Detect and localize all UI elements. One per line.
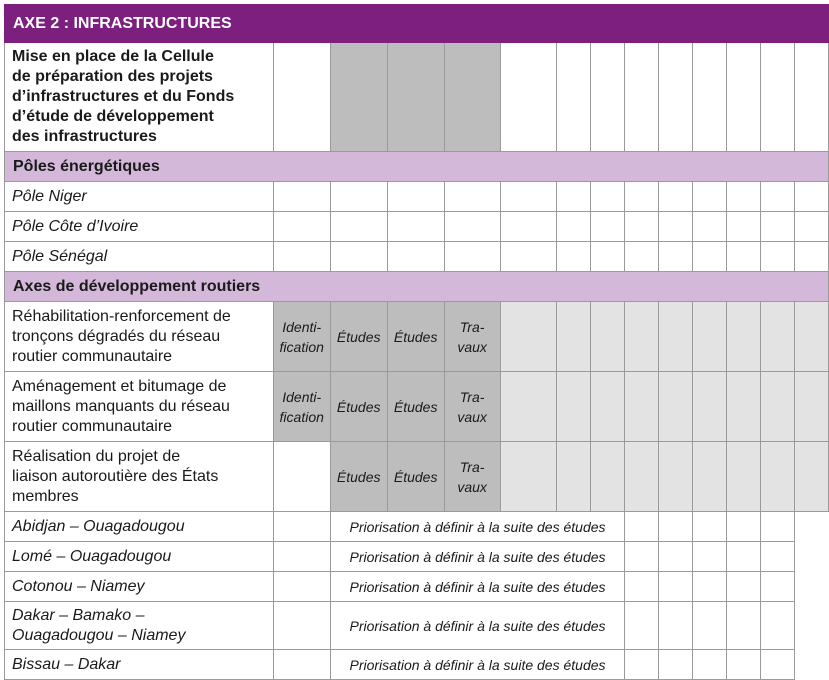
timeline-cell bbox=[557, 242, 591, 272]
timeline-cell bbox=[625, 512, 659, 542]
timeline-cell bbox=[693, 372, 727, 442]
timeline-cell bbox=[659, 602, 693, 650]
timeline-cell bbox=[693, 182, 727, 212]
timeline-cell bbox=[761, 650, 795, 680]
section-row-energy bbox=[5, 152, 829, 182]
timeline-cell bbox=[659, 442, 693, 512]
timeline-cell bbox=[625, 442, 659, 512]
row-label-text: Pôle Niger bbox=[12, 187, 87, 205]
timeline-cell bbox=[500, 182, 557, 212]
timeline-cell bbox=[273, 212, 330, 242]
timeline-cell bbox=[727, 650, 761, 680]
timeline-cell bbox=[659, 242, 693, 272]
row-label bbox=[5, 242, 274, 272]
timeline-cell bbox=[500, 242, 557, 272]
timeline-cell bbox=[659, 302, 693, 372]
timeline-cell bbox=[591, 182, 625, 212]
row-label bbox=[5, 602, 274, 650]
timeline-cell bbox=[557, 43, 591, 152]
row-label bbox=[5, 542, 274, 572]
timeline-cell bbox=[444, 212, 500, 242]
timeline-cell bbox=[273, 602, 330, 650]
priority-note: Priorisation à définir à la suite des études bbox=[330, 542, 625, 572]
timeline-cell bbox=[625, 212, 659, 242]
timeline-cell bbox=[444, 43, 500, 152]
timeline-cell bbox=[659, 650, 693, 680]
timeline-cell bbox=[727, 602, 761, 650]
timeline-cell bbox=[557, 442, 591, 512]
timeline-cell bbox=[693, 650, 727, 680]
timeline-cell bbox=[761, 302, 795, 372]
timeline-cell bbox=[625, 650, 659, 680]
timeline-cell bbox=[625, 572, 659, 602]
timeline-cell bbox=[500, 43, 557, 152]
timeline-cell bbox=[693, 212, 727, 242]
timeline-cell bbox=[761, 542, 795, 572]
row-label bbox=[5, 212, 274, 242]
timeline-cell bbox=[273, 512, 330, 542]
row-label-text: Abidjan – Ouagadougou bbox=[12, 517, 185, 535]
row-label-text: Pôle Sénégal bbox=[12, 247, 108, 265]
timeline-cell bbox=[625, 182, 659, 212]
phase-cell bbox=[387, 302, 444, 372]
phase-label: Tra- vaux bbox=[457, 318, 487, 355]
timeline-cell bbox=[500, 302, 557, 372]
phase-label: Études bbox=[393, 398, 438, 415]
phase-label: Tra- vaux bbox=[457, 388, 487, 425]
priority-note: Priorisation à définir à la suite des études bbox=[330, 512, 625, 542]
row-label bbox=[5, 302, 274, 372]
timeline-cell bbox=[273, 572, 330, 602]
corridor-row bbox=[5, 542, 829, 572]
phase-cell bbox=[330, 302, 387, 372]
row-label-text: Mise en place de la Cellule de préparation des projets d’infrastructures et du Fonds d’étude de développement des infrastructures bbox=[12, 48, 235, 145]
road-row bbox=[5, 302, 829, 372]
timeline-cell bbox=[500, 372, 557, 442]
timeline-cell bbox=[727, 572, 761, 602]
timeline-cell bbox=[591, 442, 625, 512]
timeline-cell bbox=[591, 302, 625, 372]
roadmap-table bbox=[4, 4, 829, 680]
phase-cell bbox=[330, 442, 387, 512]
row-label-text: Lomé – Ouagadougou bbox=[12, 547, 172, 565]
timeline-cell bbox=[330, 182, 387, 212]
phase-label: Identi- fication bbox=[279, 318, 324, 355]
row-label-text: Réhabilitation-renforcement de tronçons dégradés du réseau routier communautaire bbox=[12, 307, 231, 365]
row-label bbox=[5, 372, 274, 442]
timeline-cell bbox=[693, 43, 727, 152]
timeline-cell bbox=[273, 182, 330, 212]
timeline-cell bbox=[794, 212, 828, 242]
timeline-cell bbox=[794, 372, 828, 442]
timeline-cell bbox=[500, 442, 557, 512]
timeline-cell bbox=[557, 302, 591, 372]
timeline-cell bbox=[557, 182, 591, 212]
row-label-text: Cotonou – Niamey bbox=[12, 577, 145, 595]
timeline-cell bbox=[659, 372, 693, 442]
timeline-cell bbox=[761, 212, 795, 242]
phase-label: Identi- fication bbox=[279, 388, 324, 425]
timeline-cell bbox=[591, 43, 625, 152]
timeline-cell bbox=[591, 242, 625, 272]
timeline-cell bbox=[659, 43, 693, 152]
phase-cell bbox=[387, 372, 444, 442]
timeline-cell bbox=[693, 242, 727, 272]
intro-row bbox=[5, 43, 829, 152]
timeline-cell bbox=[761, 442, 795, 512]
timeline-cell bbox=[625, 43, 659, 152]
timeline-cell bbox=[273, 242, 330, 272]
timeline-cell bbox=[727, 542, 761, 572]
timeline-cell bbox=[273, 442, 330, 512]
timeline-cell bbox=[727, 242, 761, 272]
phase-cell bbox=[273, 302, 330, 372]
timeline-cell bbox=[794, 242, 828, 272]
corridor-row bbox=[5, 650, 829, 680]
timeline-cell bbox=[659, 512, 693, 542]
timeline-cell bbox=[761, 242, 795, 272]
phase-label: Études bbox=[393, 328, 438, 345]
timeline-cell bbox=[387, 242, 444, 272]
timeline-cell bbox=[659, 212, 693, 242]
row-label-text: Dakar – Bamako – Ouagadougou – Niamey bbox=[12, 606, 186, 644]
phase-cell bbox=[330, 372, 387, 442]
priority-note: Priorisation à définir à la suite des études bbox=[330, 572, 625, 602]
timeline-cell bbox=[273, 650, 330, 680]
corridor-row bbox=[5, 602, 829, 650]
timeline-cell bbox=[625, 542, 659, 572]
phase-cell bbox=[273, 372, 330, 442]
row-label bbox=[5, 512, 274, 542]
timeline-cell bbox=[330, 212, 387, 242]
timeline-cell bbox=[727, 442, 761, 512]
timeline-cell bbox=[794, 182, 828, 212]
timeline-cell bbox=[557, 372, 591, 442]
row-label-text: Bissau – Dakar bbox=[12, 655, 121, 673]
timeline-cell bbox=[444, 242, 500, 272]
timeline-cell bbox=[693, 542, 727, 572]
row-label bbox=[5, 572, 274, 602]
timeline-cell bbox=[273, 43, 330, 152]
timeline-cell bbox=[387, 43, 444, 152]
priority-note: Priorisation à définir à la suite des études bbox=[330, 602, 625, 650]
timeline-cell bbox=[444, 182, 500, 212]
row-label bbox=[5, 442, 274, 512]
energy-row bbox=[5, 242, 829, 272]
section-row-roads bbox=[5, 272, 829, 302]
row-label bbox=[5, 43, 274, 152]
road-row bbox=[5, 442, 829, 512]
timeline-cell bbox=[273, 542, 330, 572]
timeline-cell bbox=[693, 602, 727, 650]
timeline-cell bbox=[625, 302, 659, 372]
timeline-cell bbox=[693, 442, 727, 512]
timeline-cell bbox=[693, 572, 727, 602]
timeline-cell bbox=[727, 302, 761, 372]
timeline-cell bbox=[794, 43, 828, 152]
timeline-cell bbox=[330, 43, 387, 152]
priority-note: Priorisation à définir à la suite des études bbox=[330, 650, 625, 680]
timeline-cell bbox=[761, 182, 795, 212]
row-label bbox=[5, 182, 274, 212]
timeline-cell bbox=[761, 512, 795, 542]
timeline-cell bbox=[625, 242, 659, 272]
timeline-cell bbox=[761, 602, 795, 650]
timeline-cell bbox=[761, 572, 795, 602]
timeline-cell bbox=[330, 242, 387, 272]
axis-title: AXE 2 : INFRASTRUCTURES bbox=[5, 5, 829, 43]
phase-cell bbox=[444, 442, 500, 512]
timeline-cell bbox=[387, 212, 444, 242]
timeline-cell bbox=[659, 542, 693, 572]
section-title: Pôles énergétiques bbox=[5, 152, 829, 182]
phase-label: Études bbox=[393, 468, 438, 485]
timeline-cell bbox=[387, 182, 444, 212]
timeline-cell bbox=[727, 212, 761, 242]
timeline-cell bbox=[727, 43, 761, 152]
energy-row bbox=[5, 212, 829, 242]
timeline-cell bbox=[693, 302, 727, 372]
phase-label: Tra- vaux bbox=[457, 458, 487, 495]
row-label-text: Pôle Côte d’Ivoire bbox=[12, 217, 139, 235]
phase-label: Études bbox=[336, 398, 381, 415]
timeline-cell bbox=[727, 512, 761, 542]
energy-row bbox=[5, 182, 829, 212]
timeline-cell bbox=[659, 182, 693, 212]
timeline-cell bbox=[727, 372, 761, 442]
row-label-text: Aménagement et bitumage de maillons manquants du réseau routier communautaire bbox=[12, 377, 230, 435]
phase-label: Études bbox=[336, 328, 381, 345]
row-label bbox=[5, 650, 274, 680]
section-title: Axes de développement routiers bbox=[5, 272, 829, 302]
phase-cell bbox=[444, 372, 500, 442]
phase-label: Études bbox=[336, 468, 381, 485]
timeline-cell bbox=[761, 372, 795, 442]
timeline-cell bbox=[794, 442, 828, 512]
timeline-cell bbox=[557, 212, 591, 242]
phase-cell bbox=[444, 302, 500, 372]
timeline-cell bbox=[794, 302, 828, 372]
timeline-cell bbox=[625, 602, 659, 650]
timeline-cell bbox=[625, 372, 659, 442]
phase-cell bbox=[387, 442, 444, 512]
timeline-cell bbox=[761, 43, 795, 152]
road-row bbox=[5, 372, 829, 442]
timeline-cell bbox=[591, 212, 625, 242]
row-label-text: Réalisation du projet de liaison autoroutière des États membres bbox=[12, 447, 219, 505]
corridor-row bbox=[5, 572, 829, 602]
timeline-cell bbox=[727, 182, 761, 212]
timeline-cell bbox=[500, 212, 557, 242]
timeline-cell bbox=[659, 572, 693, 602]
corridor-row bbox=[5, 512, 829, 542]
timeline-cell bbox=[591, 372, 625, 442]
axis-header-row bbox=[5, 5, 829, 43]
timeline-cell bbox=[693, 512, 727, 542]
